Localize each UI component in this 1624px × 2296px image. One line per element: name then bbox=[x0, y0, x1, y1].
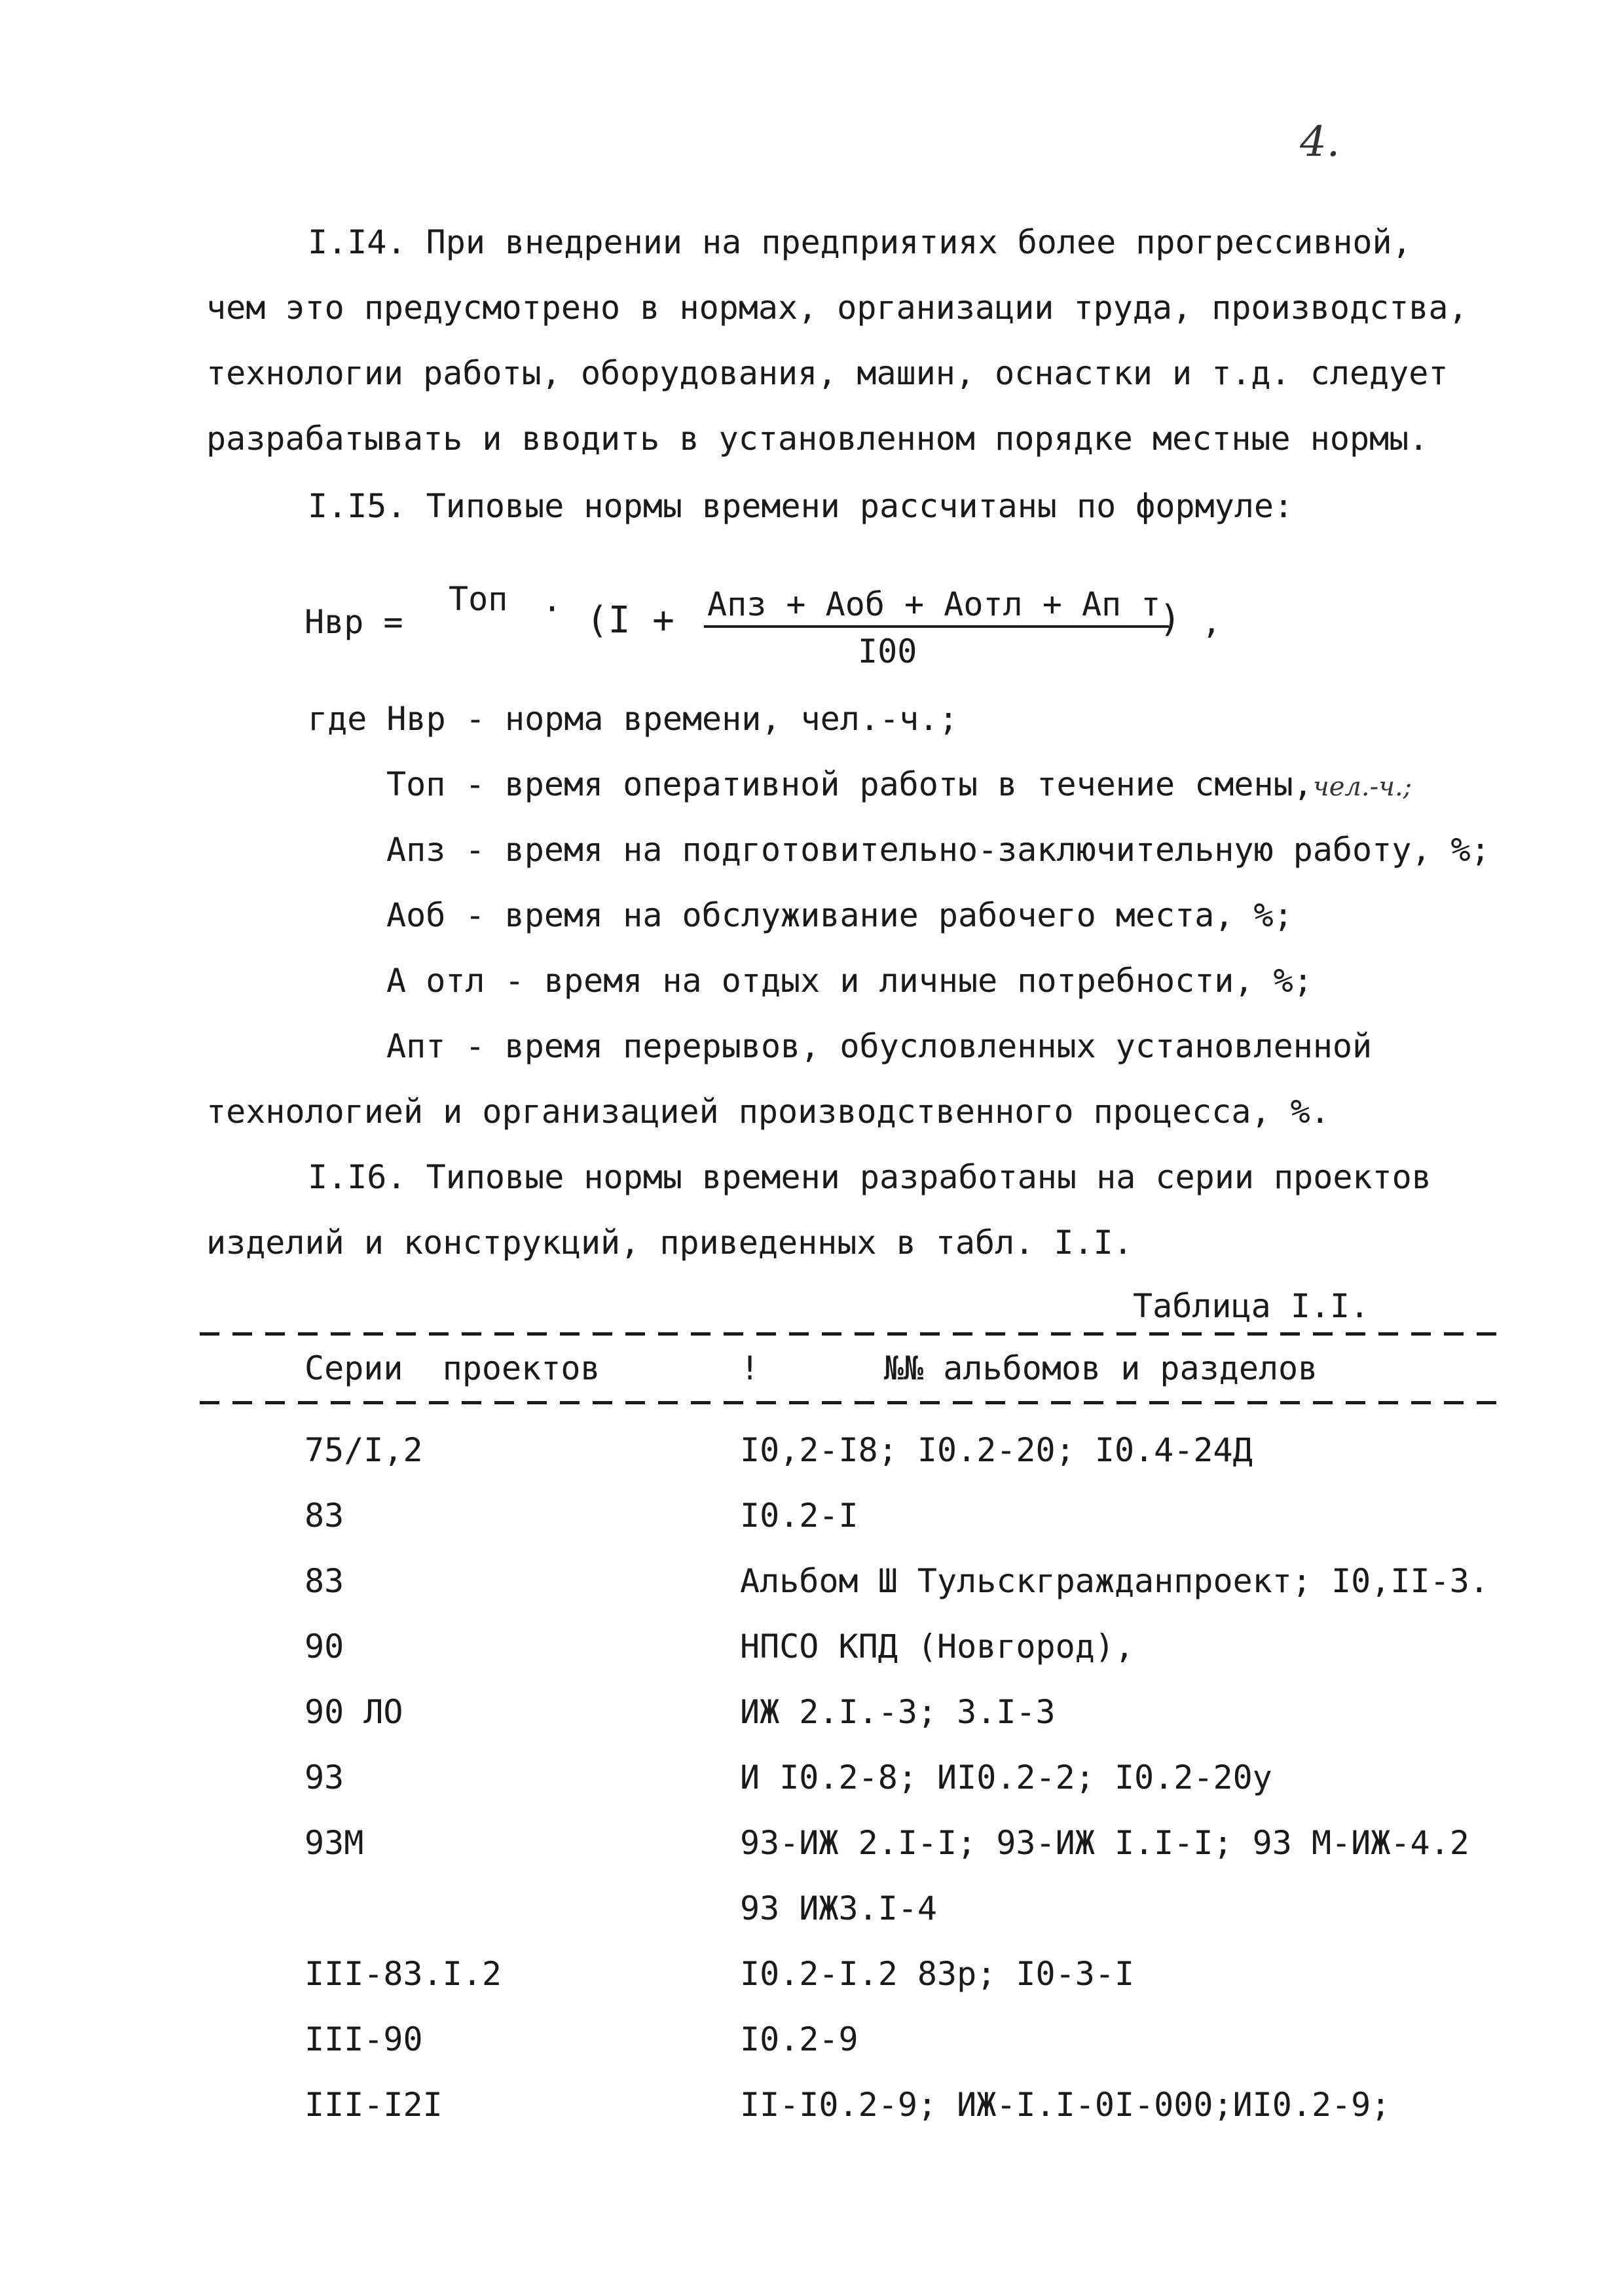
table-cell-albums: I0.2-I.2 83р; I0-3-I bbox=[740, 1955, 1135, 1993]
formula-open-bracket: (I + bbox=[586, 599, 674, 642]
table-cell-albums: 93 ИЖ3.I-4 bbox=[740, 1889, 938, 1927]
paragraph-1-15: I.I5. Типовые нормы времени рассчитаны по формуле: bbox=[308, 487, 1294, 525]
table-cell-series: 90 bbox=[304, 1628, 344, 1666]
table-cell-albums: И I0.2-8; ИI0.2-2; I0.2-20у bbox=[740, 1758, 1272, 1796]
handwritten-units: чел.-ч.; bbox=[1312, 772, 1412, 802]
table-cell-albums: НПСО КПД (Новгород), bbox=[740, 1628, 1135, 1666]
table-cell-series: III-83.I.2 bbox=[304, 1955, 502, 1993]
table-header-albums: №№ альбомов и разделов bbox=[884, 1349, 1318, 1387]
table-header-rule bbox=[200, 1401, 1500, 1404]
definition-aotl: А отл - время на отдых и личные потребности, %; bbox=[386, 962, 1313, 1000]
table-header-series: Серии проектов bbox=[304, 1349, 600, 1387]
table-cell-albums: I0.2-9 bbox=[740, 2020, 858, 2058]
paragraph-1-14-line-1: I.I4. При внедрении на предприятиях более прогрессивной, bbox=[308, 223, 1412, 261]
table-header-separator: ! bbox=[740, 1349, 760, 1387]
formula-comma: , bbox=[1202, 603, 1222, 641]
paragraph-1-16-line-1: I.I6. Типовые нормы времени разработаны на серии проектов bbox=[308, 1158, 1431, 1196]
page-number: 4. bbox=[1300, 118, 1340, 166]
definition-apt: Апт - время перерывов, обусловленных установленной bbox=[386, 1027, 1373, 1065]
formula-lhs: Нвр = bbox=[304, 603, 403, 641]
table-cell-albums: I0.2-I bbox=[740, 1497, 858, 1535]
formula-numerator: Апз + Аоб + Аотл + Ап т bbox=[707, 585, 1161, 623]
table-caption: Таблица I.I. bbox=[1133, 1287, 1370, 1325]
table-cell-albums: I0,2-I8; I0.2-20; I0.4-24Д bbox=[740, 1431, 1253, 1469]
table-cell-series: III-I2I bbox=[304, 2086, 443, 2124]
paragraph-1-14-line-4: разрабатывать и вводить в установленном порядке местные нормы. bbox=[206, 420, 1429, 458]
fraction-bar bbox=[704, 625, 1169, 628]
definition-aob: Аоб - время на обслуживание рабочего места, %; bbox=[386, 896, 1293, 934]
definition-nvr: где Нвр - норма времени, чел.-ч.; bbox=[308, 700, 959, 738]
table-cell-series: 83 bbox=[304, 1562, 344, 1600]
table-cell-albums: 93-ИЖ 2.I-I; 93-ИЖ I.I-I; 93 М-ИЖ-4.2 bbox=[740, 1824, 1469, 1862]
table-top-rule bbox=[200, 1332, 1500, 1336]
table-cell-albums: II-I0.2-9; ИЖ-I.I-0I-000;ИI0.2-9; bbox=[740, 2086, 1391, 2124]
formula-dot: · bbox=[542, 590, 563, 628]
definition-apz: Апз - время на подготовительно-заключительную работу, %; bbox=[386, 831, 1490, 869]
paragraph-1-16-line-2: изделий и конструкций, приведенных в табл. I.I. bbox=[206, 1224, 1133, 1262]
table-cell-series: 75/I,2 bbox=[304, 1431, 423, 1469]
table-cell-series: III-90 bbox=[304, 2020, 423, 2058]
definition-top bbox=[386, 765, 1412, 803]
table-cell-series: 93М bbox=[304, 1824, 364, 1862]
formula-close-bracket: ) bbox=[1159, 598, 1181, 640]
paragraph-1-14-line-3: технологии работы, оборудования, машин, оснастки и т.д. следует bbox=[206, 354, 1449, 392]
table-cell-series: 90 ЛО bbox=[304, 1693, 403, 1731]
formula-denominator: I00 bbox=[858, 632, 917, 670]
table-cell-albums: ИЖ 2.I.-3; 3.I-3 bbox=[740, 1693, 1056, 1731]
paragraph-1-14-line-2: чем это предусмотрено в нормах, организации труда, производства, bbox=[206, 289, 1468, 327]
table-cell-albums: Альбом Ш Тульскгражданпроект; I0,II-3. bbox=[740, 1562, 1489, 1600]
table-cell-series: 93 bbox=[304, 1758, 344, 1796]
formula-top: Топ bbox=[449, 580, 508, 618]
table-cell-series: 83 bbox=[304, 1497, 344, 1535]
definition-top-text: Топ - время оперативной работы в течение смены, bbox=[386, 765, 1313, 803]
definition-apt-continued: технологией и организацией производственного процесса, %. bbox=[206, 1093, 1330, 1131]
